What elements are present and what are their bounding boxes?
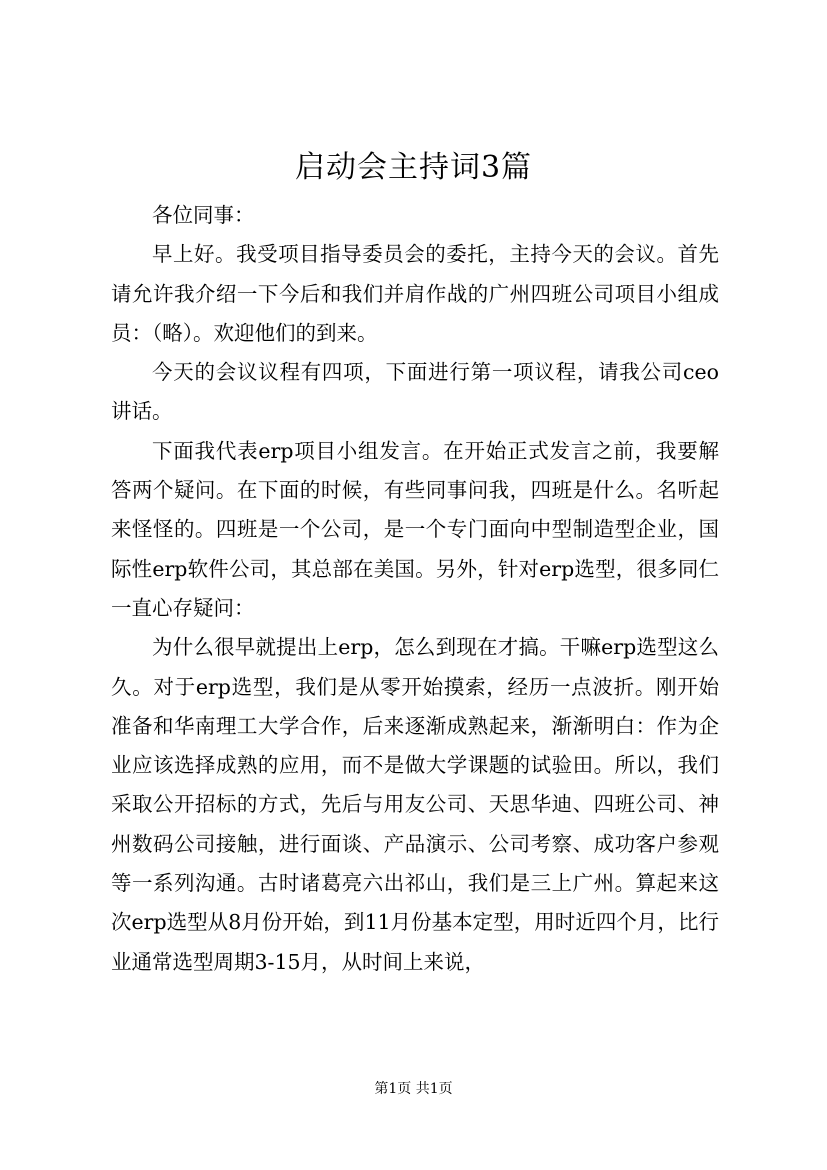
greeting-paragraph: 各位同事： xyxy=(152,203,255,227)
body-paragraph: 今天的会议议程有四项，下面进行第一项议程，请我公司ceo讲话。 xyxy=(111,360,719,424)
body-paragraph: 为什么很早就提出上erp，怎么到现在才搞。干嘛erp选型这么久。对于erp选型，我们是从零开始摸索，经历一点波折。刚开始准备和华南理工大学合作，后来逐渐成熟起来，渐渐明白：作为企业应该选择成熟的应用，而不是做大学课题的试验田。所以，我们采取公开招标的方式，先后与用友公司、天思华迪、四班公司、神州数码公司接触，进行面谈、产品演示、公司考察、成功客户参观等一系列沟通。古时诸葛亮六出祁山，我们是三上广州。算起来这次erp选型从8月份开始，到11月份基本定型，用时近四个月，比行业通常选型周期3-15月，从时间上来说， xyxy=(111,635,719,974)
document-title: 启动会主持词3篇 xyxy=(294,150,533,185)
body-paragraph: 早上好。我受项目指导委员会的委托，主持今天的会议。首先请允许我介绍一下今后和我们并肩作战的广州四班公司项目小组成员：（略）。欢迎他们的到来。 xyxy=(111,242,719,345)
body-paragraph: 下面我代表erp项目小组发言。在开始正式发言之前，我要解答两个疑问。在下面的时候，有些同事问我，四班是什么。名听起来怪怪的。四班是一个公司，是一个专门面向中型制造型企业，国际性erp软件公司，其总部在美国。另外，针对erp选型，很多同仁一直心存疑问： xyxy=(111,438,719,620)
page-number: 第1页 共1页 xyxy=(374,1081,453,1097)
document-body xyxy=(111,196,719,982)
